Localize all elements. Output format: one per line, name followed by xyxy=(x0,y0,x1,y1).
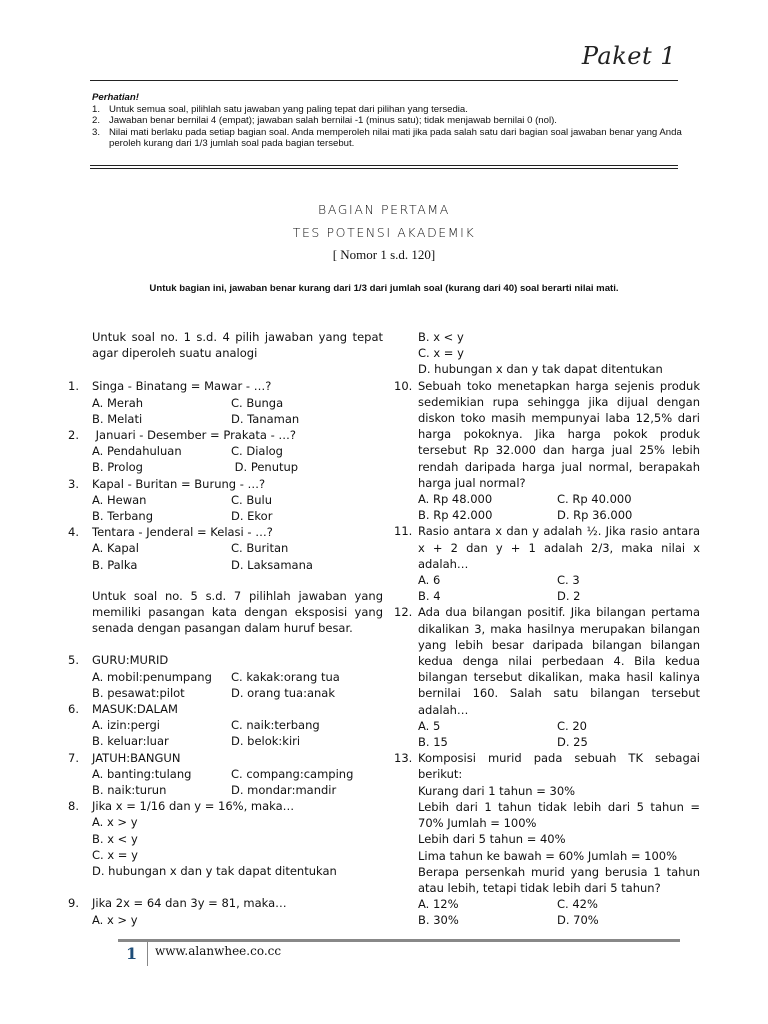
question-stem: Singa - Binatang = Mawar - …? xyxy=(92,379,272,394)
option-b[interactable]: B. 4 xyxy=(418,589,441,604)
option-c[interactable]: C. Rp 40.000 xyxy=(557,492,632,507)
question-number: 9. xyxy=(68,896,79,911)
paket-title: Paket 1 xyxy=(581,42,676,70)
footer-separator xyxy=(147,942,148,966)
data-line: Lima tahun ke bawah = 60% Jumlah = 100% xyxy=(418,848,678,863)
data-line: Lebih dari 5 tahun = 40% xyxy=(418,832,566,847)
option-d[interactable]: D. Laksamana xyxy=(231,557,313,572)
question-number: 13. xyxy=(394,751,413,766)
answer-options xyxy=(92,669,383,701)
option-c[interactable]: C. 42% xyxy=(557,897,598,912)
notice-item xyxy=(92,104,682,116)
question-stem: Sebuah toko menetapkan harga sejenis produk sedemikian rupa sehingga jika dijual dengan diskon toko masih mempunyai laba 12,5% dari harga pokoknya. Jika harga pokok produk tersebut Rp 32.000 dan harga jual 25% lebih rendah daripada harga jual normal, berapakah harga jual normal? xyxy=(418,378,700,490)
option-c[interactable]: C. 3 xyxy=(557,573,580,588)
question-stem: Kapal - Buritan = Burung - …? xyxy=(92,476,266,491)
question-prompt: Berapa persenkah murid yang berusia 1 tahun atau lebih, tetapi tidak lebih dari 5 tahun? xyxy=(418,864,700,895)
option-d[interactable]: D. orang tua:anak xyxy=(231,685,335,700)
option-b[interactable]: B. Melati xyxy=(92,411,143,426)
answer-options xyxy=(92,766,383,798)
notice-item-text: Untuk semua soal, pilihlah satu jawaban yang paling tepat dari pilihan yang tersedia. xyxy=(109,103,468,115)
option-b[interactable]: B. x < y xyxy=(92,831,138,846)
right-column xyxy=(394,329,700,929)
question xyxy=(68,701,383,750)
answer-options xyxy=(92,443,383,475)
question xyxy=(68,378,383,427)
option-a[interactable]: A. Kapal xyxy=(92,541,139,556)
option-d[interactable]: D. Rp 36.000 xyxy=(557,508,633,523)
notice-rule-1 xyxy=(90,165,678,166)
option-c[interactable]: C. kakak:orang tua xyxy=(231,669,340,684)
question-number: 3. xyxy=(68,476,79,491)
option-a[interactable]: A. Rp 48.000 xyxy=(418,492,493,507)
option-d[interactable]: D. 2 xyxy=(557,589,581,604)
option-d[interactable]: D. Tanaman xyxy=(231,411,300,426)
notice-item-text: Nilai mati berlaku pada setiap bagian soal. Anda memperoleh nilai mati jika pada salah satu dari bagian soal jawaban benar yang Anda peroleh kurang dari 1/3 jumlah soal pada bagian tersebut. xyxy=(109,126,682,150)
question-range: [ Nomor 1 s.d. 120] xyxy=(332,247,436,262)
question-stem: Tentara - Jenderal = Kelasi - …? xyxy=(92,525,273,540)
option-a[interactable]: A. banting:tulang xyxy=(92,766,192,781)
option-d[interactable]: D. 25 xyxy=(557,735,588,750)
option-a[interactable]: A. izin:pergi xyxy=(92,718,160,733)
option-d[interactable]: D. hubungan x dan y tak dapat ditentukan xyxy=(418,362,663,377)
instruction-text: Untuk soal no. 1 s.d. 4 pilih jawaban yang tepat agar diperoleh suatu analogi xyxy=(92,330,383,361)
section-subheading: TES POTENSI AKADEMIK xyxy=(292,225,476,240)
section-heading: BAGIAN PERTAMA xyxy=(318,202,450,217)
question-number: 6. xyxy=(68,702,79,717)
option-d[interactable]: D. Ekor xyxy=(231,509,273,524)
option-c[interactable]: C. 20 xyxy=(557,718,587,733)
option-a[interactable]: A. 5 xyxy=(418,718,441,733)
option-c[interactable]: C. naik:terbang xyxy=(231,718,320,733)
data-line: Kurang dari 1 tahun = 30% xyxy=(418,783,576,798)
question xyxy=(68,427,383,476)
notice-item-number: 2. xyxy=(92,115,101,127)
notice-item xyxy=(92,115,682,127)
question xyxy=(68,476,383,525)
answer-options xyxy=(418,572,700,604)
question-stem: Jika x = 1/16 dan y = 16%, maka… xyxy=(92,799,295,814)
option-b[interactable]: B. Rp 42.000 xyxy=(418,508,493,523)
question xyxy=(394,523,700,604)
option-c[interactable]: C. x = y xyxy=(92,847,138,862)
notice-title: Perhatian! xyxy=(92,92,139,103)
option-c[interactable]: C. x = y xyxy=(418,346,464,361)
notice-box xyxy=(92,92,682,150)
option-a[interactable]: A. mobil:penumpang xyxy=(92,669,212,684)
footer-website: www.alanwhee.co.cc xyxy=(155,944,282,958)
question-number: 10. xyxy=(394,378,413,393)
option-d[interactable]: D. Penutup xyxy=(231,460,299,475)
question-number: 5. xyxy=(68,653,79,668)
question-number: 2. xyxy=(68,428,79,443)
question-number: 1. xyxy=(68,379,79,394)
option-a[interactable]: A. x > y xyxy=(92,912,138,927)
option-b[interactable]: B. keluar:luar xyxy=(92,734,169,749)
option-d[interactable]: D. mondar:mandir xyxy=(231,783,337,798)
question xyxy=(394,750,700,928)
option-d[interactable]: D. hubungan x dan y tak dapat ditentukan xyxy=(92,864,337,879)
option-d[interactable]: D. 70% xyxy=(557,913,599,928)
option-c[interactable]: C. Dialog xyxy=(231,444,283,459)
question xyxy=(68,524,383,573)
question-number: 4. xyxy=(68,525,79,540)
notice-rule-2 xyxy=(90,168,678,169)
page-number: 1 xyxy=(126,944,138,963)
answer-options xyxy=(418,491,700,523)
option-b[interactable]: B. Terbang xyxy=(92,509,154,524)
option-a[interactable]: A. x > y xyxy=(92,815,138,830)
question-stem: Ada dua bilangan positif. Jika bilangan pertama dikalikan 3, maka hasilnya merupakan bilangan yang lebih besar daripada bilangan bilangan kedua denga nilai perbedaan 4. Bila kedua bilangan tersebut dikalikan, maka hasil kalinya bernilai 160. Salah satu bilangan tersebut adalah… xyxy=(418,605,700,717)
question-stem: GURU:MURID xyxy=(92,653,169,668)
question-stem: MASUK:DALAM xyxy=(92,702,178,717)
option-a[interactable]: A. 6 xyxy=(418,573,441,588)
question-stem: Rasio antara x dan y adalah ½. Jika rasio antara x + 2 dan y + 1 adalah 2/3, maka nilai x adalah… xyxy=(418,524,700,571)
option-c[interactable]: C. compang:camping xyxy=(231,766,354,781)
question-number: 8. xyxy=(68,799,79,814)
option-b[interactable]: B. Prolog xyxy=(92,460,143,475)
question xyxy=(68,798,383,879)
option-b[interactable]: B. pesawat:pilot xyxy=(92,685,185,700)
question xyxy=(68,652,383,701)
option-b[interactable]: B. Palka xyxy=(92,557,138,572)
question xyxy=(394,604,700,750)
option-a[interactable]: A. Hewan xyxy=(92,492,147,507)
option-d[interactable]: D. belok:kiri xyxy=(231,734,301,749)
question-stem: Komposisi murid pada sebuah TK sebagai berikut: xyxy=(418,751,700,782)
option-b[interactable]: B. 30% xyxy=(418,913,459,928)
option-a[interactable]: A. Pendahuluan xyxy=(92,444,182,459)
question-number: 7. xyxy=(68,750,79,765)
question-number: 12. xyxy=(394,605,413,620)
notice-item-number: 1. xyxy=(92,103,101,115)
question-number: 11. xyxy=(394,524,413,539)
footer-rule xyxy=(118,939,680,942)
answer-options xyxy=(92,717,383,749)
question xyxy=(68,895,383,927)
option-c[interactable]: C. Bunga xyxy=(231,395,284,410)
notice-item-number: 3. xyxy=(92,126,101,138)
notice-item xyxy=(92,127,682,150)
answer-options xyxy=(92,540,383,572)
question xyxy=(394,378,700,524)
question xyxy=(68,750,383,799)
option-a[interactable]: A. Merah xyxy=(92,395,144,410)
question-stem: Januari - Desember = Prakata - …? xyxy=(92,428,296,443)
question-stem: JATUH:BANGUN xyxy=(92,750,181,765)
header-rule xyxy=(90,80,678,81)
answer-options xyxy=(92,395,383,427)
option-b[interactable]: B. x < y xyxy=(418,330,464,344)
left-column xyxy=(68,329,383,928)
section-lead: Untuk bagian ini, jawaban benar kurang dari 1/3 dari jumlah soal (kurang dari 40) soal berarti nilai mati. xyxy=(149,283,619,294)
option-a[interactable]: A. 12% xyxy=(418,897,459,912)
answer-options xyxy=(418,896,700,928)
option-c[interactable]: C. Buritan xyxy=(231,541,289,556)
option-c[interactable]: C. Bulu xyxy=(231,492,273,507)
instruction-text: Untuk soal no. 5 s.d. 7 pilihlah jawaban yang memiliki pasangan kata dengan eksposisi yang senada dengan pasangan dalam huruf besar. xyxy=(92,588,383,636)
notice-item-text: Jawaban benar bernilai 4 (empat); jawaban salah bernilai -1 (minus satu); tidak menjawab bernilai 0 (nol). xyxy=(109,115,557,127)
option-b[interactable]: B. naik:turun xyxy=(92,783,167,798)
option-b[interactable]: B. 15 xyxy=(418,735,448,750)
answer-options xyxy=(418,718,700,750)
answer-options xyxy=(92,492,383,524)
question-stem: Jika 2x = 64 dan 3y = 81, maka… xyxy=(92,896,287,911)
data-line: Lebih dari 1 tahun tidak lebih dari 5 tahun = 70% Jumlah = 100% xyxy=(418,799,700,831)
